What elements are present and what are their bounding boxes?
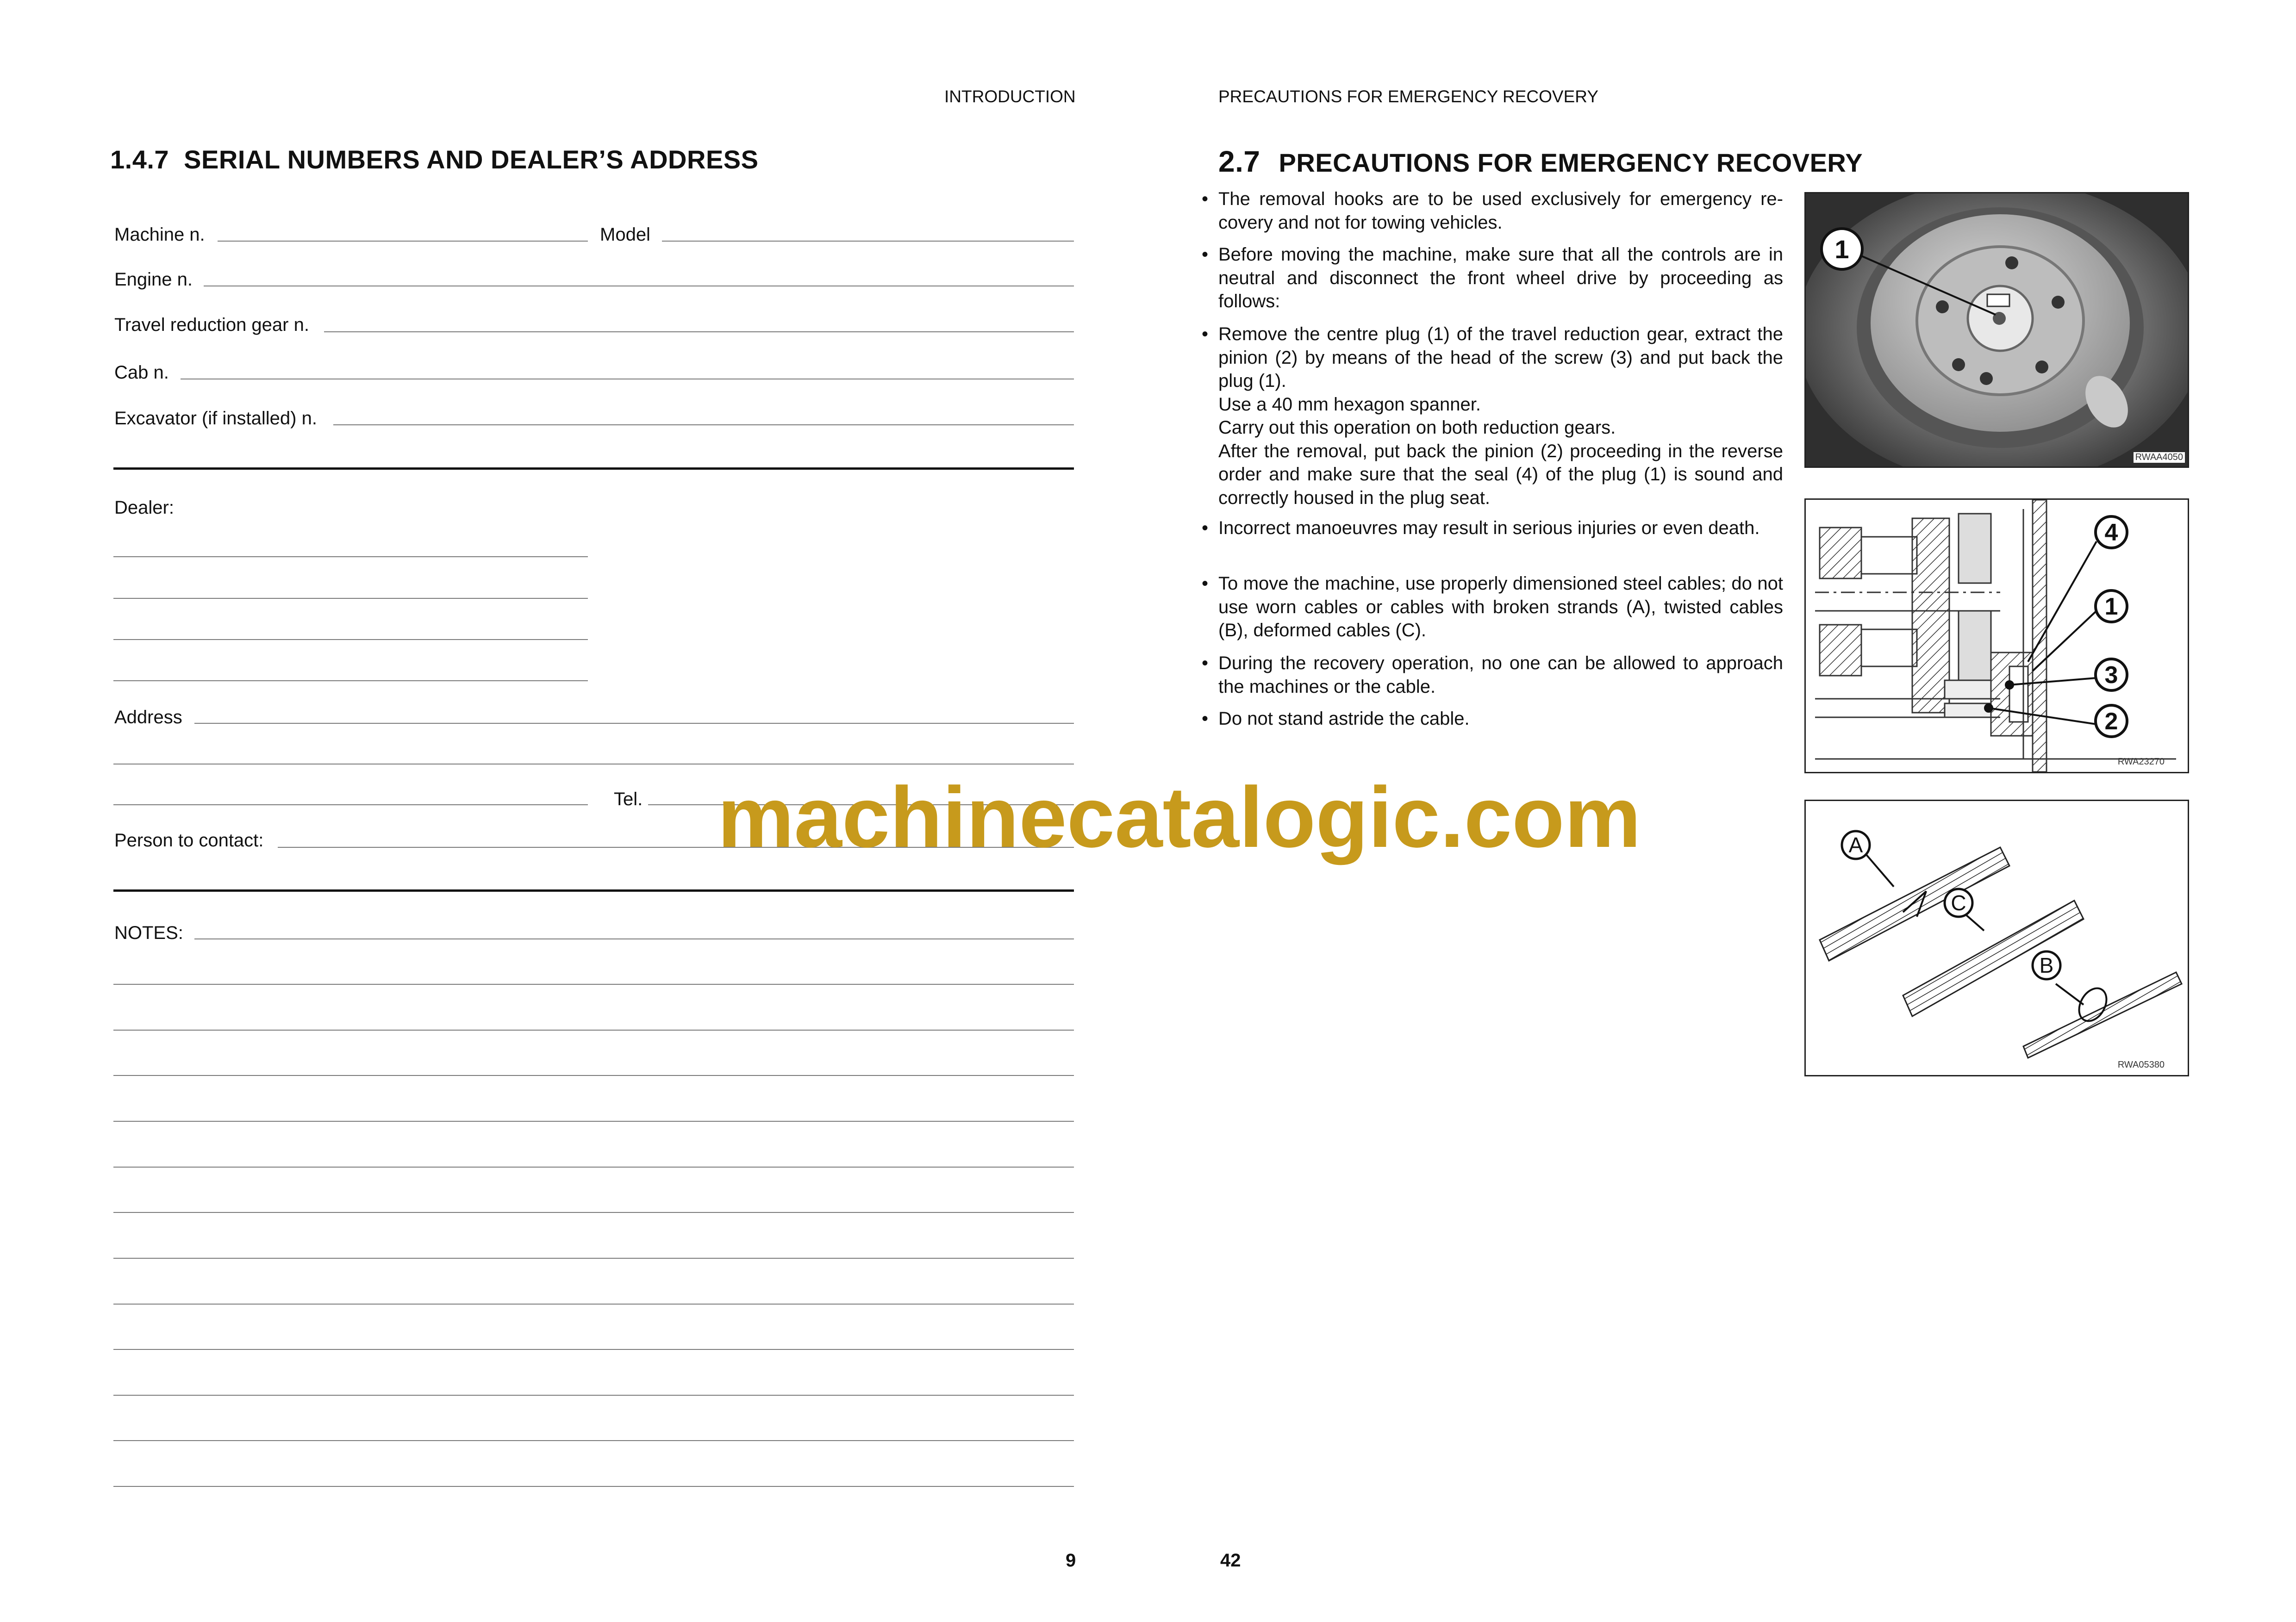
- right-page-number: 42: [1220, 1550, 1241, 1571]
- section-number: 2.7: [1218, 145, 1260, 178]
- bullet-dot: •: [1202, 244, 1209, 265]
- bullet-item: [1202, 516, 1783, 540]
- gear-callout-label: 2: [2104, 708, 2118, 735]
- contact-person-label: Person to contact:: [114, 830, 264, 851]
- machine-number-label: Machine n.: [114, 224, 205, 245]
- excavator-number-line: [333, 424, 1074, 425]
- bullet-text: Incorrect manoeuvres may result in serious injuries or even death.: [1218, 518, 1760, 538]
- excavator-number-label: Excavator (if installed) n.: [114, 408, 317, 429]
- bullet-text: The removal hooks are to be used exclusively for emergency recovery and not for towing vehicles.: [1218, 189, 1783, 233]
- bullet-text: To move the machine, use properly dimensioned steel cables; do not use worn cables or cables with broken strands (A), twisted cables (B), deformed cables (C).: [1218, 573, 1783, 640]
- bullet-dot: •: [1202, 518, 1209, 538]
- notes-line: [113, 1304, 1074, 1305]
- notes-line: [113, 1167, 1074, 1168]
- left-running-header: INTRODUCTION: [944, 87, 1076, 106]
- watermark: machinecatalogic.com: [718, 770, 1641, 865]
- figure-code: RWAA4050: [2134, 452, 2185, 463]
- right-running-header: PRECAUTIONS FOR EMERGENCY RECOVERY: [1218, 87, 1598, 106]
- bullet-item: [1202, 323, 1783, 510]
- bullet-text-line: Carry out this operation on both reduction gears.: [1218, 417, 1616, 438]
- notes-line: [113, 1395, 1074, 1396]
- bullet-text: Remove the centre plug (1) of the travel reduction gear, extract the pinion (2) by means of the head of the screw (3) and put back the plug (1).: [1218, 324, 1783, 391]
- right-section-heading: [1218, 144, 1863, 179]
- bullet-item: [1202, 652, 1783, 698]
- dealer-line: [113, 680, 588, 681]
- notes-line: [113, 1121, 1074, 1122]
- bullet-text: During the recovery operation, no one can be allowed to approach the machines or the cable.: [1218, 653, 1783, 697]
- wheel-photo-art: [1806, 193, 2188, 466]
- wheel-callout-label: 1: [1834, 235, 1849, 264]
- tel-label: Tel.: [614, 789, 643, 809]
- figure-code: RWA05380: [2117, 1060, 2165, 1070]
- notes-line: [113, 1349, 1074, 1350]
- bullet-text-line: Use a 40 mm hexagon spanner.: [1218, 394, 1481, 415]
- notes-line: [113, 1440, 1074, 1441]
- notes-line: [113, 1030, 1074, 1031]
- bullet-item: [1202, 243, 1783, 313]
- cable-callout-label: A: [1848, 833, 1863, 857]
- cable-damage-figure: [1804, 800, 2189, 1076]
- right-section-title: PRECAUTIONS FOR EMERGENCY RECOVERY: [1279, 148, 1863, 177]
- model-line: [662, 241, 1074, 242]
- bullet-dot: •: [1202, 189, 1209, 209]
- left-page-number: 9: [1066, 1550, 1076, 1571]
- travel-gear-number-line: [324, 331, 1074, 332]
- dealer-label: Dealer:: [114, 497, 174, 518]
- bullet-text: Before moving the machine, make sure that all the controls are in neutral and disconnect the front wheel drive by proceeding as follows:: [1218, 244, 1783, 311]
- machine-number-line: [218, 241, 588, 242]
- divider-rule: [113, 467, 1074, 470]
- wheel-photo: [1804, 192, 2189, 468]
- bullet-item: [1202, 187, 1783, 234]
- bullet-text-line: After the removal, put back the pinion (2) proceeding in the reverse order and make sure that the seal (4) of the plug (1) is sound and correctly housed in the plug seat.: [1218, 441, 1783, 508]
- notes-line: [113, 1258, 1074, 1259]
- gear-callout-label: 3: [2104, 662, 2118, 689]
- bullet-dot: •: [1202, 708, 1209, 729]
- bullet-item: [1202, 707, 1783, 731]
- dealer-line: [113, 598, 588, 599]
- gear-section-art: [1806, 500, 2188, 772]
- left-section-title: 1.4.7 SERIAL NUMBERS AND DEALER’S ADDRESS: [110, 145, 759, 174]
- notes-label: NOTES:: [114, 923, 183, 943]
- notes-line: [113, 984, 1074, 985]
- notes-line: [113, 1212, 1074, 1213]
- notes-line: [194, 938, 1074, 939]
- notes-line: [113, 1075, 1074, 1076]
- address-line: [194, 723, 1074, 724]
- figure-code: RWA23270: [2117, 757, 2165, 767]
- bullet-text: Do not stand astride the cable.: [1218, 708, 1470, 729]
- cable-callout-label: B: [2039, 953, 2054, 977]
- gear-callout-label: 4: [2104, 519, 2118, 546]
- notes-line: [113, 1486, 1074, 1487]
- bullet-dot: •: [1202, 653, 1209, 673]
- dealer-line: [113, 639, 588, 640]
- bullet-dot: •: [1202, 324, 1209, 344]
- bullet-item: [1202, 572, 1783, 642]
- cable-callout-label: C: [1951, 891, 1966, 915]
- travel-gear-number-label: Travel reduction gear n.: [114, 315, 309, 335]
- gear-callout-label: 1: [2104, 593, 2118, 620]
- address-line: [113, 804, 588, 805]
- bullet-dot: •: [1202, 573, 1209, 594]
- address-label: Address: [114, 707, 182, 727]
- cab-number-label: Cab n.: [114, 362, 169, 383]
- model-label: Model: [600, 224, 650, 245]
- engine-number-label: Engine n.: [114, 269, 193, 290]
- dealer-line: [113, 556, 588, 557]
- gear-section-figure: [1804, 498, 2189, 773]
- divider-rule: [113, 889, 1074, 892]
- cable-damage-art: [1806, 801, 2188, 1075]
